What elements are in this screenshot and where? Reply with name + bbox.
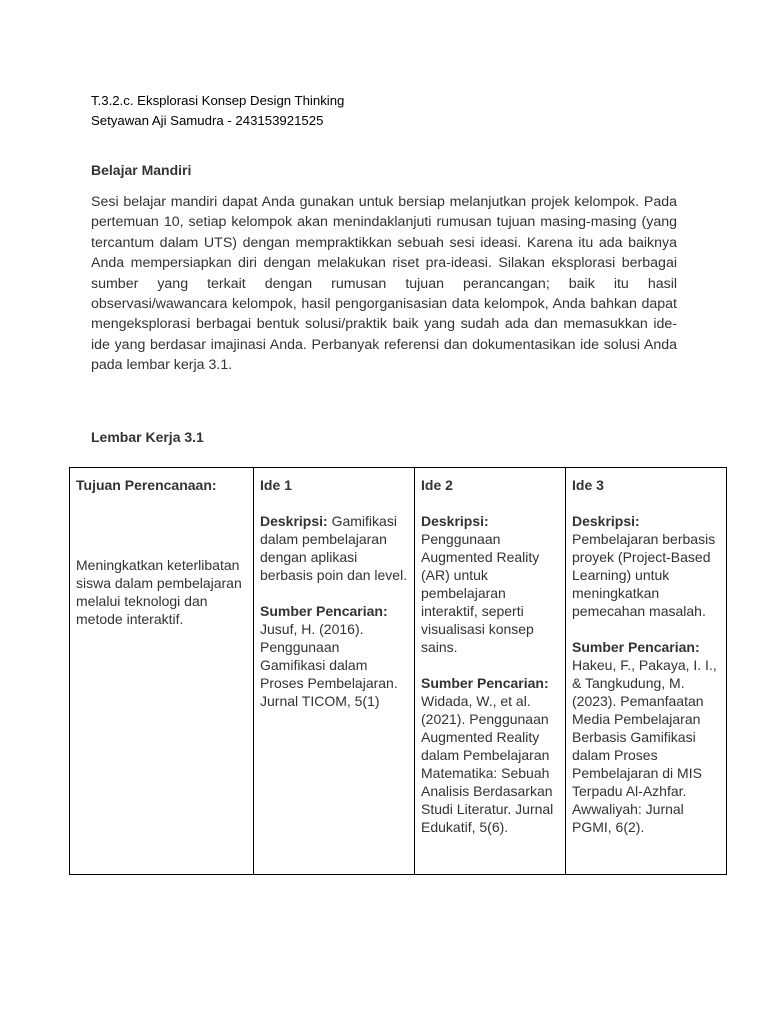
description-text: Penggunaan Augmented Reality (AR) untuk pembelajaran interaktif, seperti visualisasi konsep sains.	[421, 531, 540, 655]
idea-title: Ide 2	[421, 477, 453, 493]
source-text: Widada, W., et al. (2021). Penggunaan Augmented Reality dalam Pembelajaran Matematika: Sebuah Analisis Berdasarkan Studi Literatur. Jurnal Edukatif, 5(6).	[421, 693, 554, 835]
description-text: Gamifikasi dalam pembelajaran dengan aplikasi berbasis poin dan level.	[260, 513, 408, 583]
description-label: Deskripsi:	[260, 513, 328, 529]
source-text: Jusuf, H. (2016). Penggunaan Gamifikasi dalam Proses Pembelajaran. Jurnal TICOM, 5(1)	[260, 621, 398, 709]
belajar-mandiri-paragraph: Sesi belajar mandiri dapat Anda gunakan untuk bersiap melanjutkan projek kelompok. Pada pertemuan 10, setiap kelompok akan menindaklanjuti rumusan tujuan masing-masing (yang tercantum dalam UTS) dengan mempraktikkan sebuah sesi ideasi. Karena itu ada baiknya Anda mempersiapkan diri dengan melakukan riset pra-ideasi. Silakan eksplorasi berbagai sumber yang terkait dengan rumusan tujuan perancangan; baik itu hasil observasi/wawancara kelompok, hasil pengorganisasian data kelompok, Anda bahkan dapat mengeksplorasi berbagai bentuk solusi/praktik baik yang sudah ada dan memasukkan ide-ide yang berdasar imajinasi Anda. Perbanyak referensi dan dokumentasikan ide solusi Anda pada lembar kerja 3.1.	[91, 194, 677, 374]
document-title: T.3.2.c. Eksplorasi Konsep Design Thinking	[91, 93, 345, 108]
description-text: Pembelajaran berbasis proyek (Project-Based Learning) untuk meningkatkan pemecahan masalah.	[572, 531, 716, 619]
idea-cell-2	[415, 468, 566, 875]
idea-cell-3	[566, 468, 727, 875]
table-row	[70, 468, 727, 875]
description-label: Deskripsi:	[572, 513, 640, 529]
source-label: Sumber Pencarian:	[421, 675, 549, 691]
idea-cell-1	[254, 468, 415, 875]
goal-cell	[70, 468, 254, 875]
section-heading-lembar-kerja: Lembar Kerja 3.1	[91, 429, 204, 445]
worksheet-table	[69, 467, 727, 875]
source-label: Sumber Pencarian:	[572, 639, 700, 655]
goal-header: Tujuan Perencanaan:	[76, 477, 217, 493]
idea-description	[260, 512, 408, 584]
section-heading-belajar-mandiri: Belajar Mandiri	[91, 162, 192, 178]
goal-text: Meningkatkan keterlibatan siswa dalam pembelajaran melalui teknologi dan metode interaktif.	[76, 557, 242, 627]
document-author: Setyawan Aji Samudra - 243153921525	[91, 113, 324, 128]
idea-title: Ide 3	[572, 477, 604, 493]
description-label: Deskripsi:	[421, 513, 489, 529]
idea-title: Ide 1	[260, 477, 292, 493]
source-text: Hakeu, F., Pakaya, I. I., & Tangkudung, M. (2023). Pemanfaatan Media Pembelajaran Berbasis Gamifikasi dalam Proses Pembelajaran di MIS Terpadu Al-Azhfar. Awwaliyah: Jurnal PGMI, 6(2).	[572, 657, 717, 835]
source-label: Sumber Pencarian:	[260, 603, 388, 619]
